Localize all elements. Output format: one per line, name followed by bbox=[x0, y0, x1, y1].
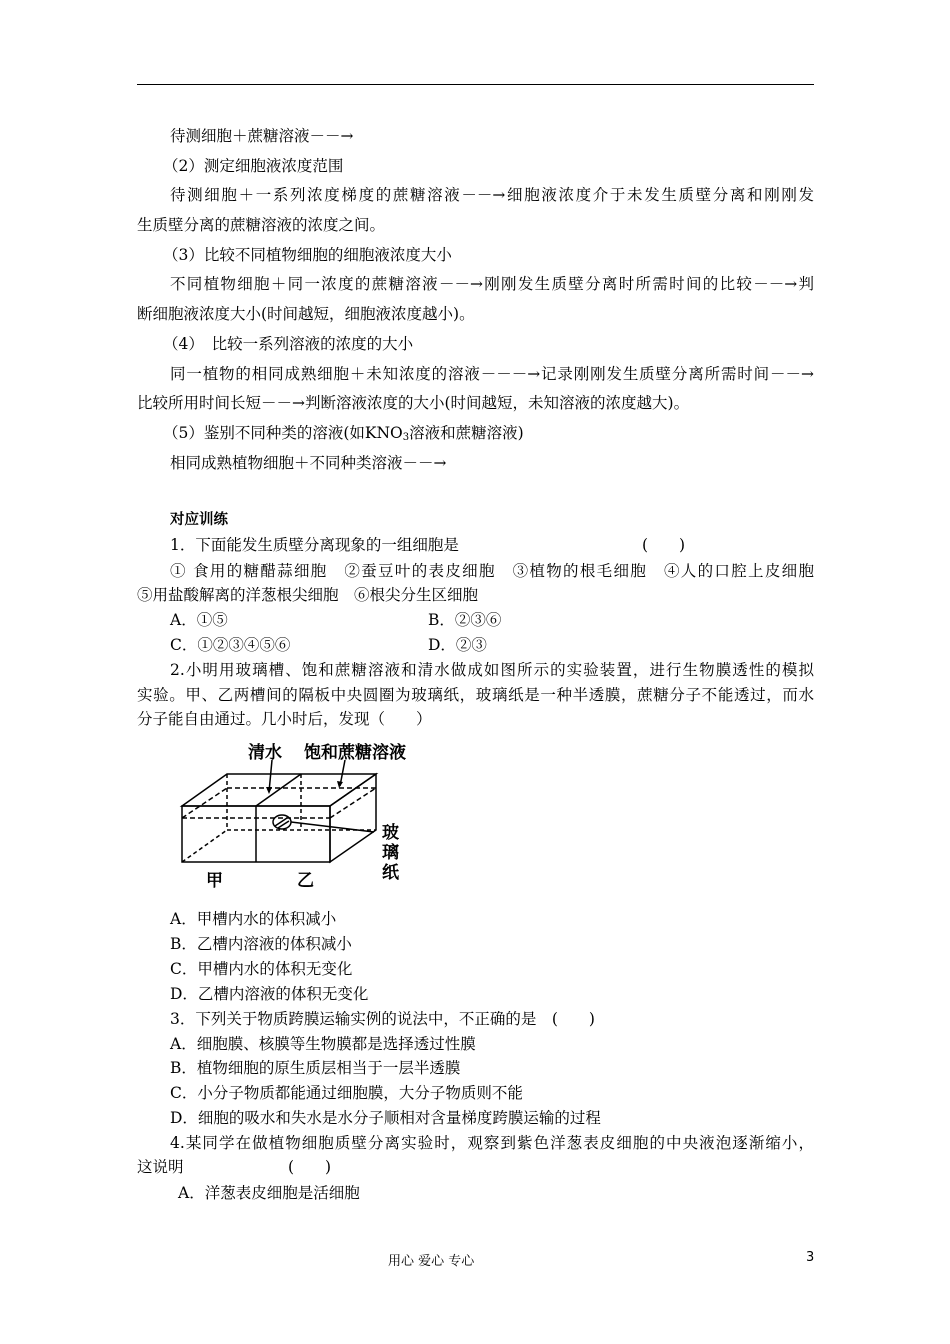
question-2-stem: 分子能自由通过。几小时后，发现（ ） bbox=[137, 710, 432, 728]
option-c: C．①②③④⑤⑥ bbox=[170, 636, 291, 654]
section-title: 对应训练 bbox=[170, 512, 228, 528]
question-4-stem: 4.某同学在做植物细胞质壁分离实验时，观察到紫色洋葱表皮细胞的中央液泡逐渐缩小， bbox=[170, 1134, 814, 1152]
option-a: A．甲槽内水的体积减小 bbox=[170, 910, 337, 928]
label-water: 清水 bbox=[248, 743, 282, 763]
option-c: C．甲槽内水的体积无变化 bbox=[170, 960, 353, 978]
label-jia: 甲 bbox=[206, 871, 223, 890]
question-2-stem: 2.小明用玻璃槽、饱和蔗糖溶液和清水做成如图所示的实验装置，进行生物膜透性的模拟 bbox=[170, 661, 814, 679]
text-line: 相同成熟植物细胞＋不同种类溶液－－→ bbox=[170, 454, 447, 472]
label-glass-paper: 玻 bbox=[382, 823, 399, 843]
question-1-items: ① 食用的糖醋蒜细胞 ②蚕豆叶的表皮细胞 ③植物的根毛细胞 ④人的口腔上皮细胞 bbox=[170, 562, 814, 580]
header-rule bbox=[137, 84, 814, 85]
option-b: B．植物细胞的原生质层相当于一层半透膜 bbox=[170, 1059, 461, 1077]
tank-right-face bbox=[330, 774, 376, 862]
option-a: A．细胞膜、核膜等生物膜都是选择透过性膜 bbox=[170, 1035, 476, 1053]
option-d: D．细胞的吸水和失水是水分子顺相对含量梯度跨膜运输的过程 bbox=[170, 1109, 601, 1127]
question-4-stem: 这说明 bbox=[137, 1158, 184, 1176]
option-d: D．乙槽内溶液的体积无变化 bbox=[170, 985, 369, 1003]
answer-paren: ( ) bbox=[642, 536, 686, 554]
footer-text: 用心 爱心 专心 bbox=[388, 1254, 475, 1269]
option-c: C．小分子物质都能通过细胞膜，大分子物质则不能 bbox=[170, 1084, 523, 1102]
label-glass-paper: 纸 bbox=[382, 863, 399, 883]
option-b: B．②③⑥ bbox=[428, 611, 502, 629]
option-b: B．乙槽内溶液的体积减小 bbox=[170, 935, 352, 953]
answer-paren: ( ) bbox=[288, 1158, 332, 1176]
question-1-stem: 1．下面能发生质壁分离现象的一组细胞是 bbox=[170, 536, 459, 554]
text-line: 断细胞液浓度大小(时间越短，细胞液浓度越小)。 bbox=[137, 305, 475, 323]
option-a: A．①⑤ bbox=[170, 611, 228, 629]
partition-top bbox=[256, 774, 301, 806]
label-sugar: 饱和蔗糖溶液 bbox=[304, 743, 406, 763]
text-line: 同一植物的相同成熟细胞＋未知浓度的溶液－－－→记录刚刚发生质壁分离所需时间－－→ bbox=[170, 365, 814, 383]
subheading: （4） 比较一系列溶液的浓度的大小 bbox=[163, 335, 414, 353]
glass-tank-figure bbox=[170, 738, 430, 890]
label-glass-paper: 璃 bbox=[382, 843, 399, 863]
text-line: 生质壁分离的蔗糖溶液的浓度之间。 bbox=[137, 216, 386, 234]
text-line: 待测细胞＋蔗糖溶液－－→ bbox=[170, 127, 354, 145]
page-number: 3 bbox=[806, 1250, 815, 1265]
question-2-stem: 实验。甲、乙两槽间的隔板中央圆圈为玻璃纸，玻璃纸是一种半透膜，蔗糖分子不能透过，而水 bbox=[137, 686, 814, 704]
option-d: D．②③ bbox=[428, 636, 487, 654]
option-a: A．洋葱表皮细胞是活细胞 bbox=[178, 1184, 360, 1202]
subheading: （5）鉴别不同种类的溶液(如$KNO_3$溶液和蔗糖溶液) bbox=[163, 424, 524, 443]
question-1-items: ⑤用盐酸解离的洋葱根尖细胞 ⑥根尖分生区细胞 bbox=[137, 586, 479, 604]
subheading: （3）比较不同植物细胞的细胞液浓度大小 bbox=[163, 246, 452, 264]
text-line: 待测细胞＋一系列浓度梯度的蔗糖溶液－－→细胞液浓度介于未发生质壁分离和刚刚发 bbox=[170, 186, 814, 204]
question-3-stem: 3．下列关于物质跨膜运输实例的说法中，不正确的是 ( ) bbox=[170, 1010, 595, 1028]
label-yi: 乙 bbox=[297, 871, 314, 890]
text-line: 不同植物细胞＋同一浓度的蔗糖溶液－－→刚刚发生质壁分离时所需时间的比较－－→判 bbox=[170, 275, 814, 293]
subheading: （2）测定细胞液浓度范围 bbox=[163, 157, 344, 175]
text-line: 比较所用时间长短－－→判断溶液浓度的大小(时间越短，未知溶液的浓度越大)。 bbox=[137, 394, 690, 412]
